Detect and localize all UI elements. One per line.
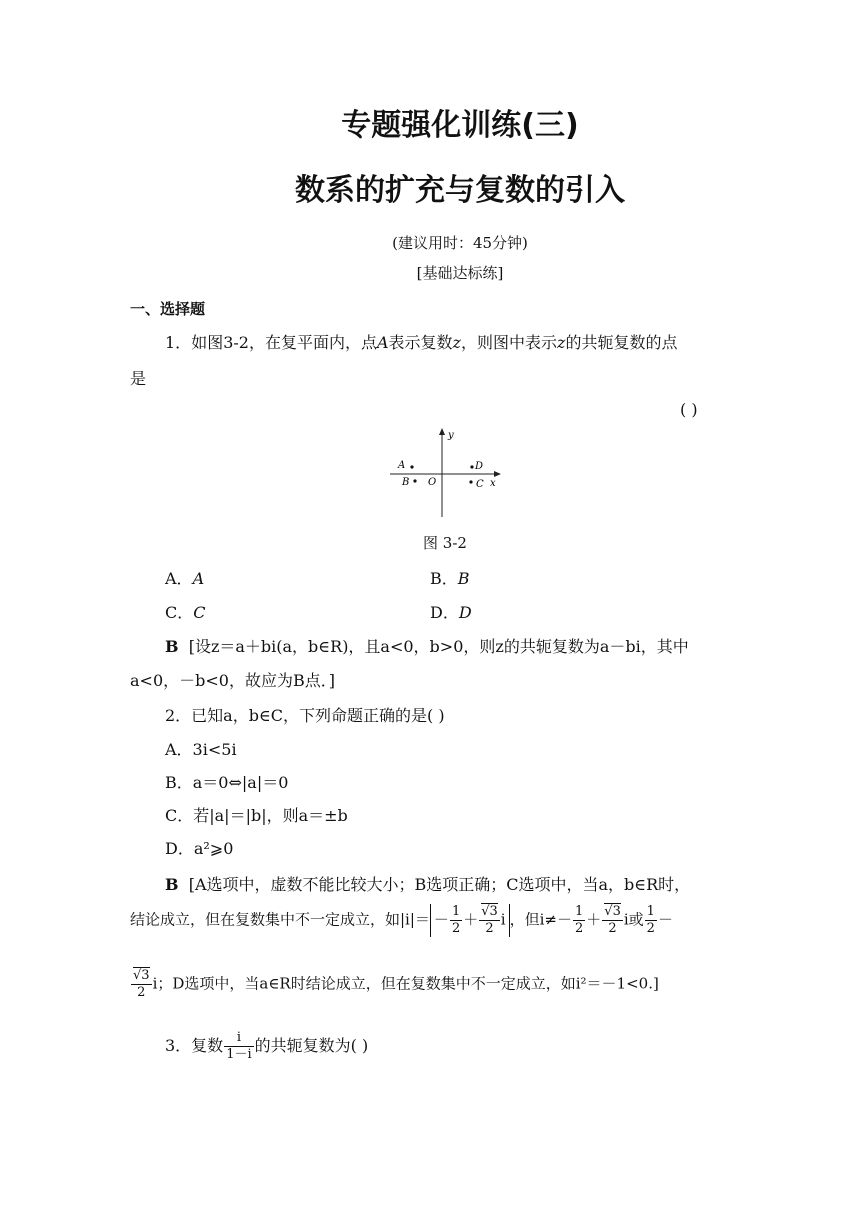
complex-plane-figure: [380, 425, 510, 520]
q1-solution: B [设z＝a＋bi(a，b∈R)，且a<0，b>0，则z的共轭复数为a－bi，其中: [165, 637, 689, 656]
point-c-label: C: [476, 479, 484, 490]
x-label: x: [490, 478, 496, 489]
q3-fraction: $\frac{i}{1-i}$: [226, 1030, 252, 1062]
q1-solution-cont: a<0，－b<0，故应为B点．]: [130, 671, 335, 690]
q2-option-d: D．a²⩾0: [165, 839, 234, 858]
q2-solution-formula-line: 结论成立，但在复数集中不一定成立，如|i|＝ － $\frac{1}{2}$ ＋ $\frac{√3}{2}$ i ，但i≠－ $\frac{1}{2}$ ＋ $\frac{√3}{2}$ i或 $\frac{1}{2}$ －: [130, 904, 673, 936]
point-d: [470, 465, 473, 468]
point-c: [469, 480, 472, 483]
point-a-label: A: [398, 460, 406, 471]
q1-option-b: B．B: [430, 569, 470, 588]
q2-option-c: C．若|a|＝|b|，则a＝±b: [165, 806, 348, 825]
q2-option-a: A．3i<5i: [165, 740, 237, 759]
q1-stem-cont: 是: [130, 369, 147, 388]
q2-solution-last-line: $\frac{√3}{2}$ i；D选项中，当a∈R时结论成立，但在复数集中不一定成立，如i²＝－1<0.]: [133, 968, 659, 1000]
q2-answer-letter: B: [165, 875, 179, 894]
time-hint: (建议用时：45分钟): [392, 234, 528, 252]
page-subtitle: 数系的扩充与复数的引入: [295, 173, 625, 208]
q1-option-c: C．C: [165, 603, 206, 622]
q3-stem: 3．复数 $\frac{i}{1-i}$ 的共轭复数为( ): [165, 1030, 369, 1062]
q1-option-d: D．D: [430, 603, 472, 622]
origin-label: O: [428, 477, 437, 488]
q1-stem: 1．如图3-2，在复平面内，点A表示复数z，则图中表示z的共轭复数的点: [165, 333, 678, 352]
q2-solution: B [A选项中，虚数不能比较大小；B选项正确；C选项中，当a，b∈R时，: [165, 875, 691, 894]
section-tag: [基础达标练]: [416, 264, 504, 282]
q1-answer-letter: B: [165, 637, 179, 656]
q2-option-b: B．a＝0⇔|a|＝0: [165, 773, 289, 792]
point-b: [413, 479, 416, 482]
point-a: [410, 465, 413, 468]
y-arrow: [439, 428, 445, 435]
q1-option-a: A．A: [165, 569, 205, 588]
q1-answer-paren: ( ): [680, 400, 698, 419]
page-title: 专题强化训练(三): [341, 108, 579, 143]
q2-stem: 2．已知a，b∈C，下列命题正确的是( ): [165, 706, 445, 725]
x-arrow: [494, 471, 501, 477]
part-heading: 一、选择题: [130, 300, 206, 318]
abs-expression: － $\frac{1}{2}$ ＋ $\frac{√3}{2}$ i: [430, 904, 510, 937]
point-b-label: B: [402, 477, 410, 488]
point-d-label: D: [475, 461, 484, 472]
y-label: y: [448, 430, 454, 441]
figure-caption: 图 3-2: [423, 534, 467, 552]
